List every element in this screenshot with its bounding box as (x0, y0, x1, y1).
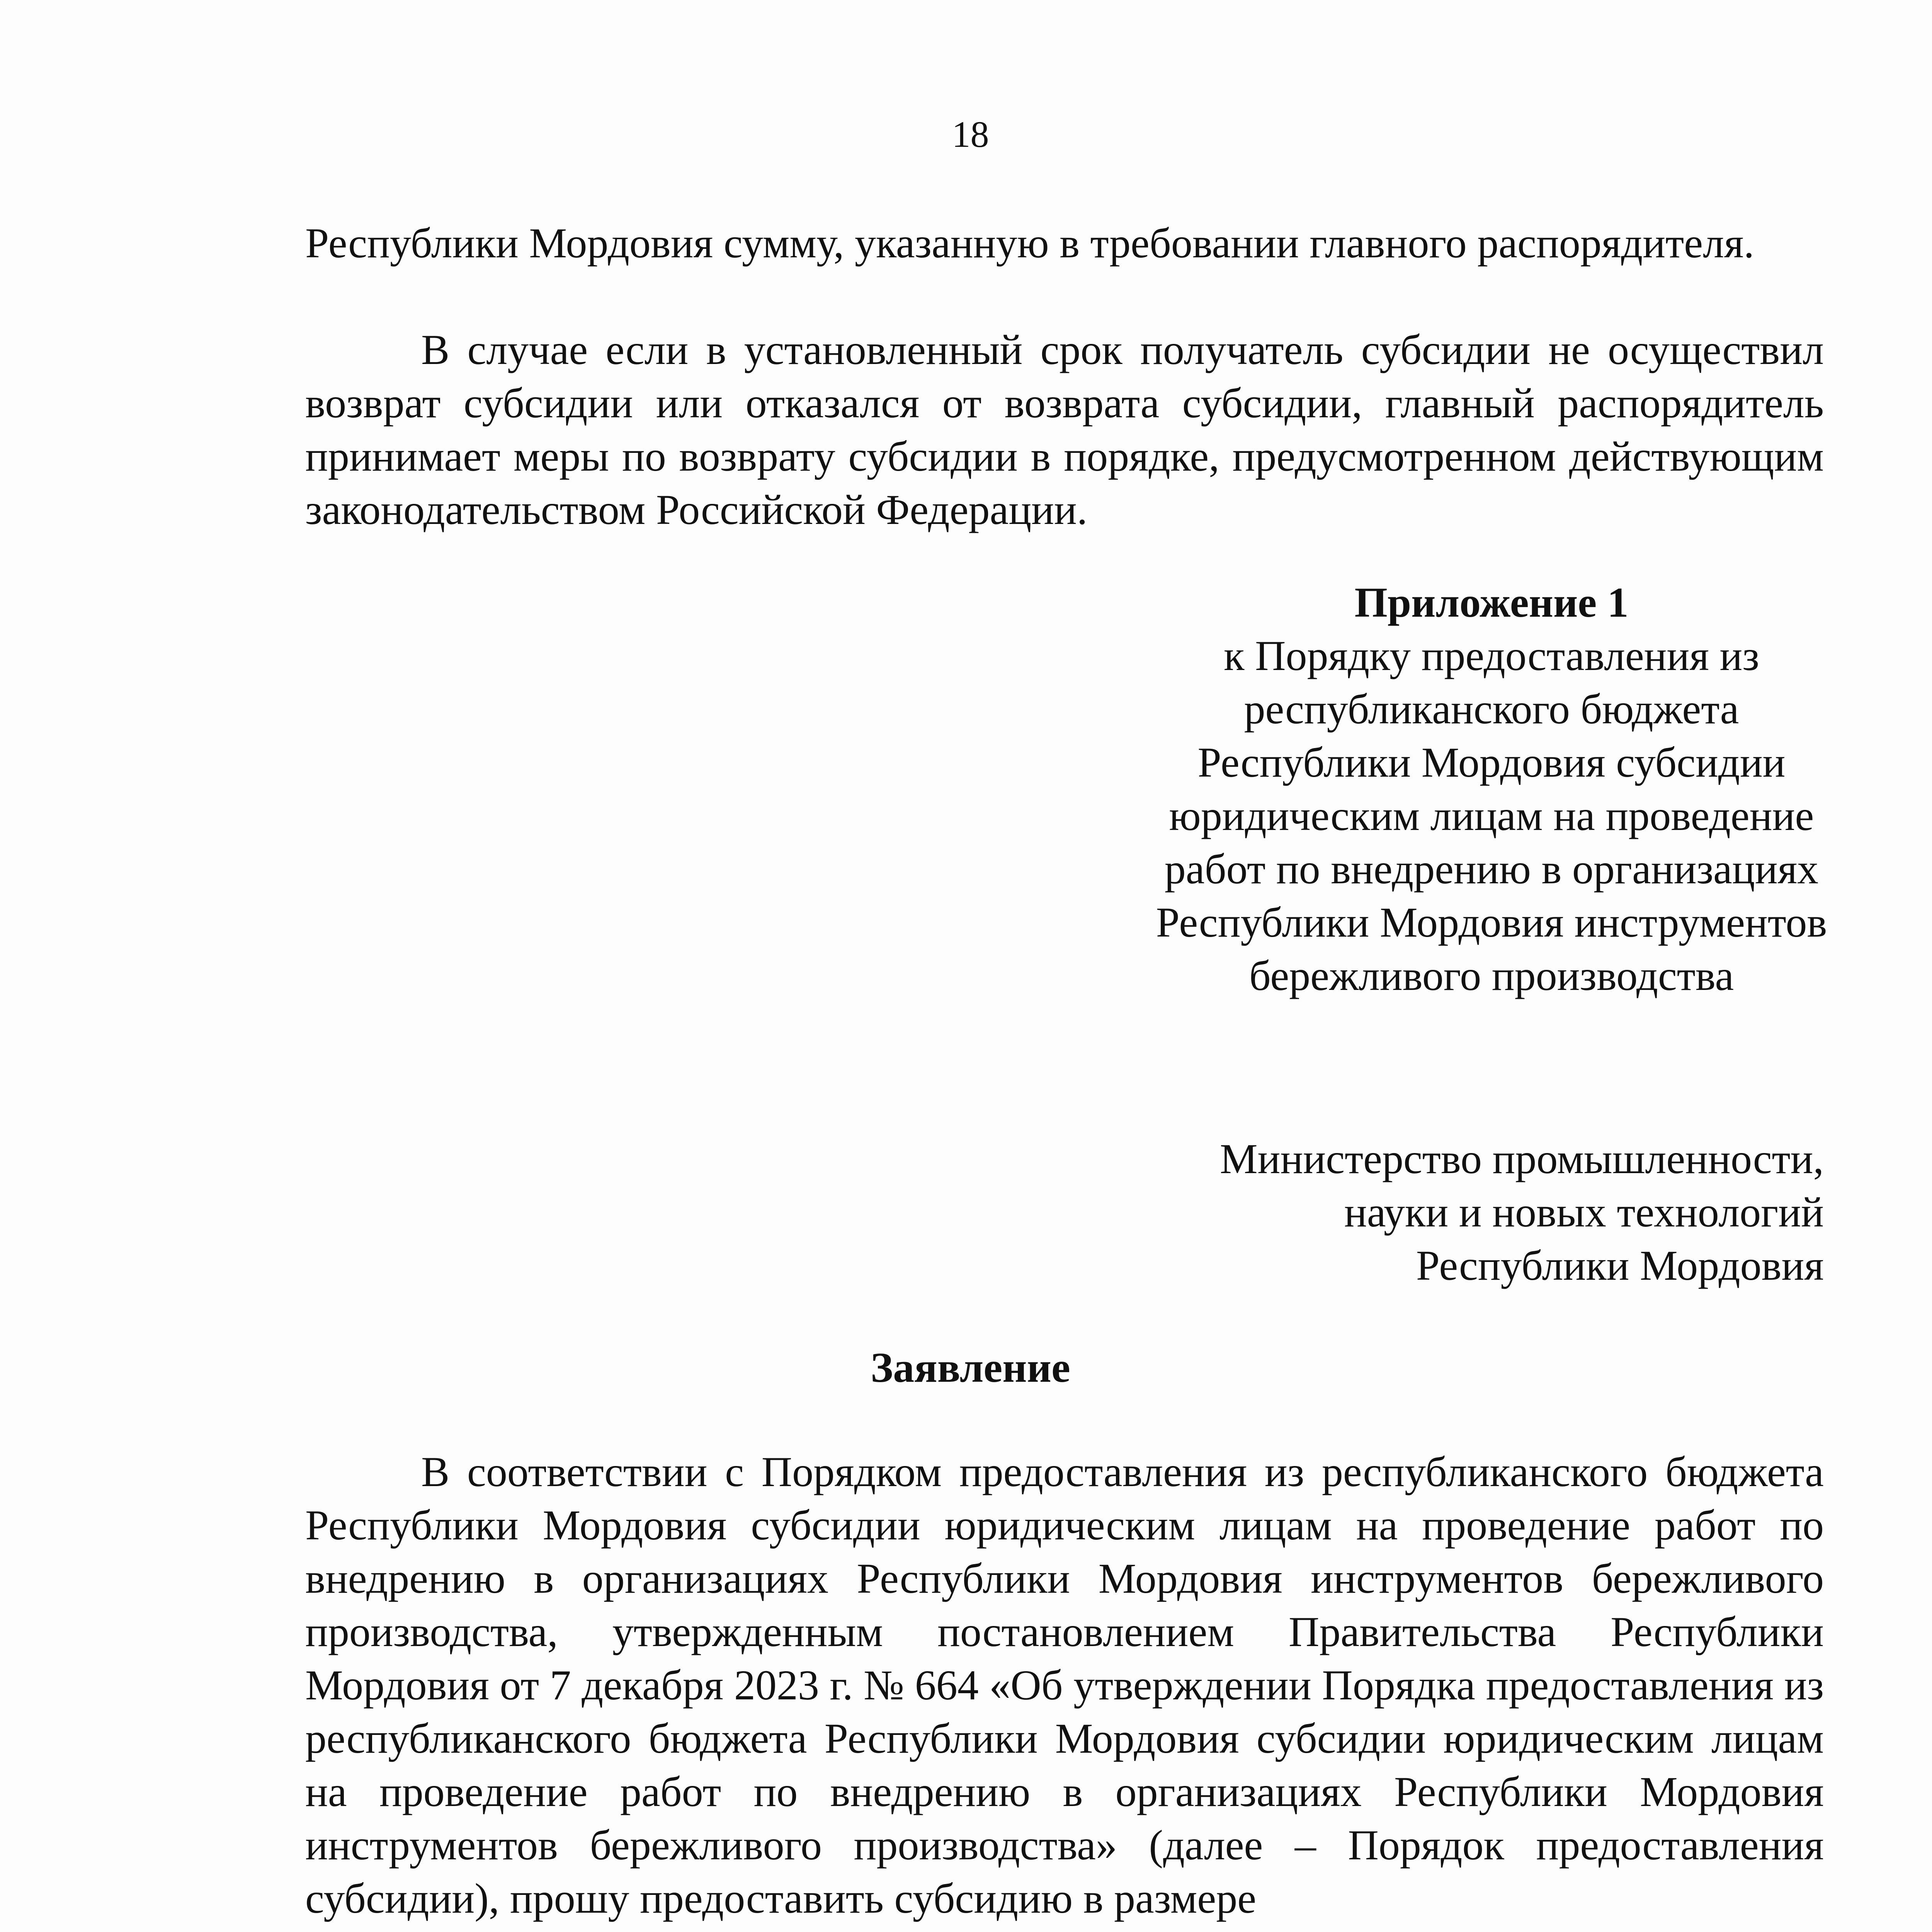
appendix-line: республиканского бюджета (1244, 685, 1739, 733)
recipient-block (1005, 1132, 1824, 1292)
recipient-line: Министерство промышленности, (1219, 1135, 1824, 1182)
recipient-line: науки и новых технологий (1344, 1189, 1824, 1236)
application-paragraph: В соответствии с Порядком предоставления из республиканского бюджета Республики Мордовия субсидии юридическим лицам на проведение работ по внедрению в организациях Республики Мордовия инструментов бережливого производства, утвержденным постановлением Правительства Республики Мордовия от 7 декабря 2023 г. № 664 «Об утверждении Порядка предоставления из республиканского бюджета Республики Мордовия субсидии юридическим лицам на проведение работ по внедрению в организациях Республики Мордовия инструментов бережливого производства» (далее – Порядок предоставления субсидии), прошу предоставить субсидию в размере (305, 1448, 1824, 1922)
appendix-line: к Порядку предоставления из (1224, 632, 1759, 679)
page-number: 18 (952, 114, 989, 155)
appendix-line: бережливого производства (1249, 952, 1734, 999)
intro-paragraph-continuation: Республики Мордовия сумму, указанную в требовании главного распорядителя. (305, 219, 1755, 267)
appendix-line: Республики Мордовия инструментов (1156, 899, 1827, 946)
appendix-line: работ по внедрению в организациях (1164, 845, 1819, 893)
recipient-line: Республики Мордовия (1416, 1242, 1824, 1289)
appendix-line: юридическим лицам на проведение (1169, 792, 1814, 839)
appendix-header (1113, 576, 1870, 1002)
appendix-title: Приложение 1 (1354, 579, 1629, 626)
document-title: Заявление (871, 1344, 1070, 1391)
intro-paragraph-refund: В случае если в установленный срок получатель субсидии не осуществил возврат субсидии или отказался от возврата субсидии, главный распорядитель принимает меры по возврату субсидии в порядке, предусмотренном действующим законодательством Российской Федерации. (305, 326, 1824, 533)
appendix-line: Республики Мордовия субсидии (1197, 739, 1786, 786)
